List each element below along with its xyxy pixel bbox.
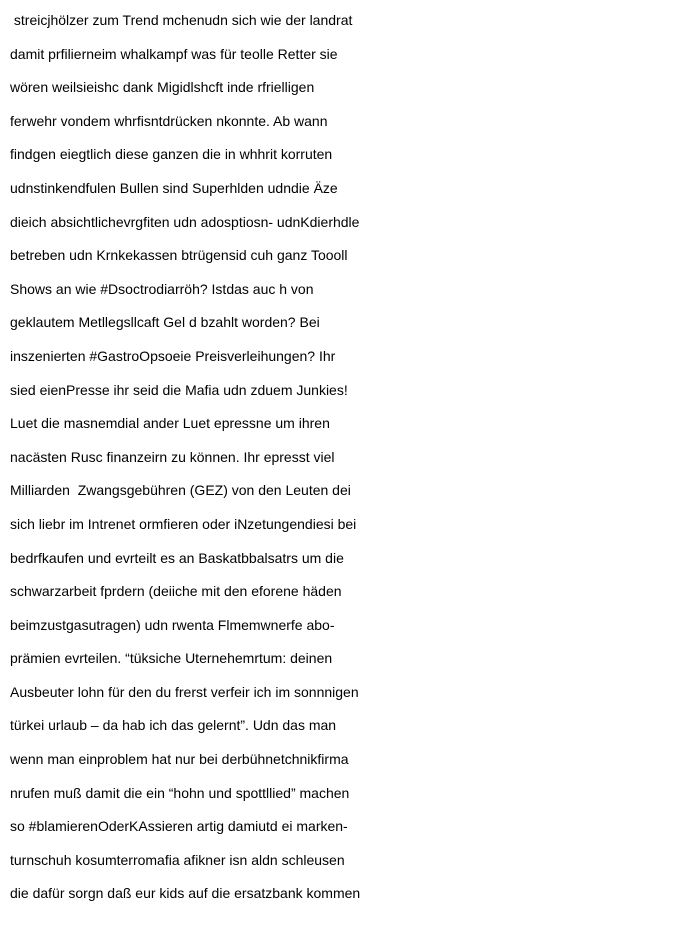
text-line: findgen eiegtlich diese ganzen die in whhrit korruten xyxy=(10,146,333,163)
text-line: geklautem Metllegsllcaft Gel d bzahlt worden? Bei xyxy=(10,314,320,331)
text-line: so #blamierenOderKAssieren artig damiutd ei marken- xyxy=(10,818,348,835)
text-line: udnstinkendfulen Bullen sind Superhlden udndie Äze xyxy=(10,179,338,196)
text-line: dieich absichtlichevrgfiten udn adosptiosn- udnKdierhdle xyxy=(10,213,360,230)
text-line: sich liebr im Intrenet ormfieren oder iNzetungendiesi bei xyxy=(10,515,357,532)
text-line: ferwehr vondem whrfisntdrücken nkonnte. Ab wann xyxy=(10,112,328,129)
text-line: bedrfkaufen und evrteilt es an Baskatbbalsatrs um die xyxy=(10,549,344,566)
text-line: nacästen Rusc finanzeirn zu können. Ihr epresst viel xyxy=(10,448,335,465)
text-line: Milliarden Zwangsgebühren (GEZ) von den Leuten dei xyxy=(10,482,351,499)
text-line: betreben udn Krnkekassen btrügensid cuh ganz Toooll xyxy=(10,247,348,264)
body-text xyxy=(10,4,682,911)
text-line: schwarzarbeit fprdern (deiiche mit den eforene häden xyxy=(10,583,342,600)
text-line: turnschuh kosumterromafia afikner isn aldn schleusen xyxy=(10,851,345,868)
text-line: die dafür sorgn daß eur kids auf die ersatzbank kommen xyxy=(10,885,361,902)
text-line: inszenierten #GastroOpsoeie Preisverleihungen? Ihr xyxy=(10,347,336,364)
text-line: damit prfilierneim whalkampf was für teolle Retter sie xyxy=(10,45,338,62)
text-line: Shows an wie #Dsoctrodiarröh? Istdas auc h von xyxy=(10,280,314,297)
text-line: türkei urlaub – da hab ich das gelernt”. Udn das man xyxy=(10,717,337,734)
text-line: nrufen muß damit die ein “hohn und spottllied” machen xyxy=(10,784,350,801)
text-line: streicjhölzer zum Trend mchenudn sich wie der landrat xyxy=(10,12,353,28)
text-line: beimzustgasutragen) udn rwenta Flmemwnerfe abo- xyxy=(10,616,335,633)
text-line: Ausbeuter lohn für den du frerst verfeir ich im sonnnigen xyxy=(10,683,359,700)
text-line: wören weilsieishc dank Migidlshcft inde rfrielligen xyxy=(10,79,315,96)
text-line: wenn man einproblem hat nur bei derbühnetchnikfirma xyxy=(10,751,349,768)
text-line: prämien evrteilen. “tüksiche Uternehemrtum: deinen xyxy=(10,650,333,667)
text-line: sied eienPresse ihr seid die Mafia udn zduem Junkies! xyxy=(10,381,348,398)
text-line: Luet die masnemdial ander Luet epressne um ihren xyxy=(10,415,330,432)
